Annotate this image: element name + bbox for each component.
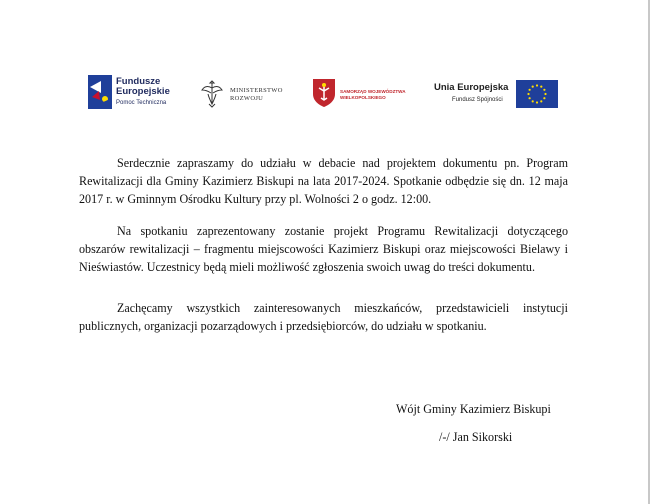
fe-line2: Europejskie [116, 86, 170, 97]
eu-flag-icon [516, 80, 558, 108]
paragraph-presentation [79, 222, 568, 276]
fundusze-europejskie-logo [88, 75, 188, 111]
paragraph-invitation [79, 154, 568, 208]
paragraph-presentation-text: Na spotkaniu zaprezentowany zostanie projekt Programu Rewitalizacji dotyczącego obszarów rewitalizacji – fragmentu miejscowości Kazimierz Biskupi oraz miejscowości Bielawy i Nieświastów. Uczestnicy będą mieli możliwość zgłoszenia swoich uwag do treści dokumentu. [79, 224, 568, 274]
signature-name: /-/ Jan Sikorski [439, 430, 513, 444]
paragraph-invitation-text: Serdecznie zapraszamy do udziału w debacie nad projektem dokumentu pn. Program Rewitalizacji dla Gminy Kazimierz Biskupi na lata 2017-2024. Spotkanie odbędzie się dn. 12 maja 2017 r. w Gminnym Ośrodku Kultury przy pl. Wolności 2 o godz. 12:00. [79, 156, 568, 206]
eu-line2: Fundusz Spójności [452, 97, 503, 103]
ministerstwo-rozwoju-logo [200, 80, 300, 110]
coat-of-arms-icon [312, 78, 336, 108]
fe-line3: Pomoc Techniczna [116, 100, 167, 106]
region-line2: WIELKOPOLSKIEGO [340, 95, 386, 100]
ministry-line1: MINISTERSTWO [230, 87, 283, 94]
paragraph-encouragement-text: Zachęcamy wszystkich zainteresowanych mieszkańców, przedstawicieli instytucji publicznych, organizacji pozarządowych i przedsiębiorców, do udziału w spotkaniu. [79, 301, 568, 333]
fe-line1: Fundusze [116, 76, 161, 87]
eu-line1: Unia Europejska [434, 82, 509, 93]
paragraph-encouragement [79, 299, 568, 335]
fe-emblem-icon [88, 75, 112, 109]
region-line1: SAMORZĄD WOJEWÓDZTWA [340, 89, 406, 94]
unia-europejska-logo [434, 80, 558, 112]
eagle-icon [200, 80, 224, 108]
signature-title: Wójt Gminy Kazimierz Biskupi [396, 402, 551, 416]
samorzad-wielkopolski-logo [312, 78, 422, 112]
ministry-line2: ROZWOJU [230, 95, 264, 102]
